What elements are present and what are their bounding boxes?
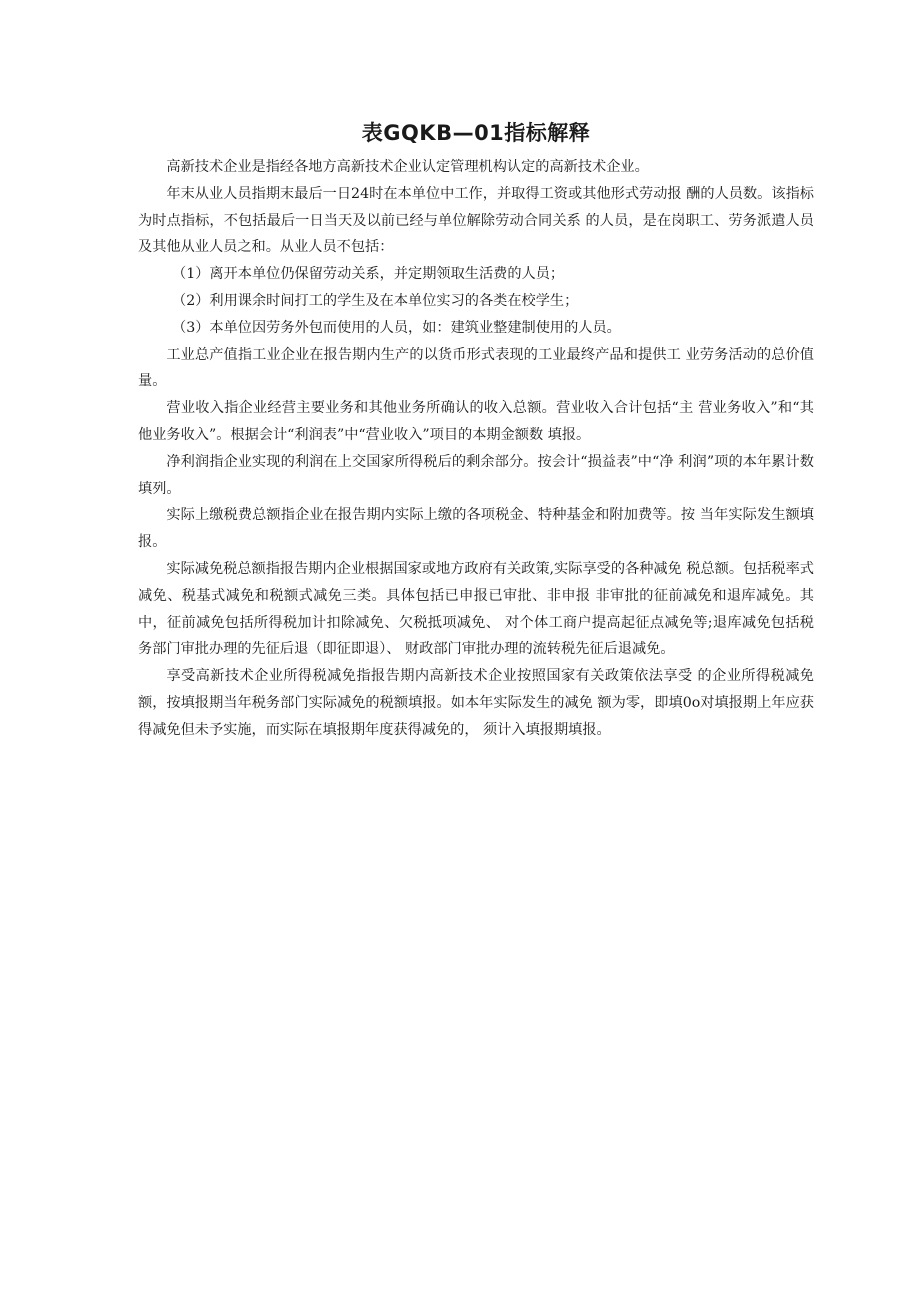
paragraph-taxes-paid: 实际上缴税费总额指企业在报告期内实际上缴的各项税金、特种基金和附加费等。按 当年实际发生额填报。 [138, 507, 814, 551]
list-item-2: （2）利用课余时间打工的学生及在本单位实习的各类在校学生； [172, 292, 579, 309]
paragraph-industrial-output: 工业总产值指工业企业在报告期内生产的以货币形式表现的工业最终产品和提供工 业劳务活动的总价值量。 [138, 346, 814, 390]
paragraph-tax-reduction-total: 实际减免税总额指报告期内企业根据国家或地方政府有关政策,实际享受的各种减免 税总额。包括税率式减免、税基式减免和税额式减免三类。具体包括已申报已审批、非申报 非审批的征前减免和退库减免。其中，征前减免包括所得税加计扣除减免、欠税抵项减免、 对个体工商户提高起征点减免等;退库减免包括税务部门审批办理的先征后退（即征即退）、 财政部门审批办理的流转税先征后退减免。 [138, 560, 814, 658]
paragraph-high-tech-enterprise: 高新技术企业是指经各地方高新技术企业认定管理机构认定的高新技术企业。 [166, 159, 649, 175]
document-page [138, 118, 814, 744]
paragraph-high-tech-income-tax-reduction: 享受高新技术企业所得税减免指报告期内高新技术企业按照国家有关政策依法享受 的企业所得税减免额，按填报期当年税务部门实际减免的税额填报。如本年实际发生的减免 额为零，即填0o对填报期上年应获得减免但未予实施，而实际在填报期年度获得减免的， 须计入填报期填报。 [138, 668, 814, 738]
document-title: 表GQKB—01指标解释 [361, 121, 591, 145]
paragraph-net-profit: 净利润指企业实现的利润在上交国家所得税后的剩余部分。按会计“损益表”中“净 利润”项的本年累计数填列。 [138, 453, 814, 497]
paragraph-year-end-employees: 年末从业人员指期末最后一日24时在本单位中工作，并取得工资或其他形式劳动报 酬的人员数。该指标为时点指标，不包括最后一日当天及以前已经与单位解除劳动合同关系 的人员，是在岗职工、劳务派遣人员及其他从业人员之和。从业人员不包括： [138, 185, 814, 256]
list-item-1: （1）离开本单位仍保留劳动关系，并定期领取生活费的人员； [172, 266, 565, 283]
list-item-3: （3）本单位因劳务外包而使用的人员，如：建筑业整建制使用的人员。 [172, 319, 621, 336]
paragraph-operating-revenue: 营业收入指企业经营主要业务和其他业务所确认的收入总额。营业收入合计包括“主 营业务收入”和“其他业务收入”。根据会计“利润表”中“营业收入”项目的本期金额数 填报。 [138, 400, 814, 443]
